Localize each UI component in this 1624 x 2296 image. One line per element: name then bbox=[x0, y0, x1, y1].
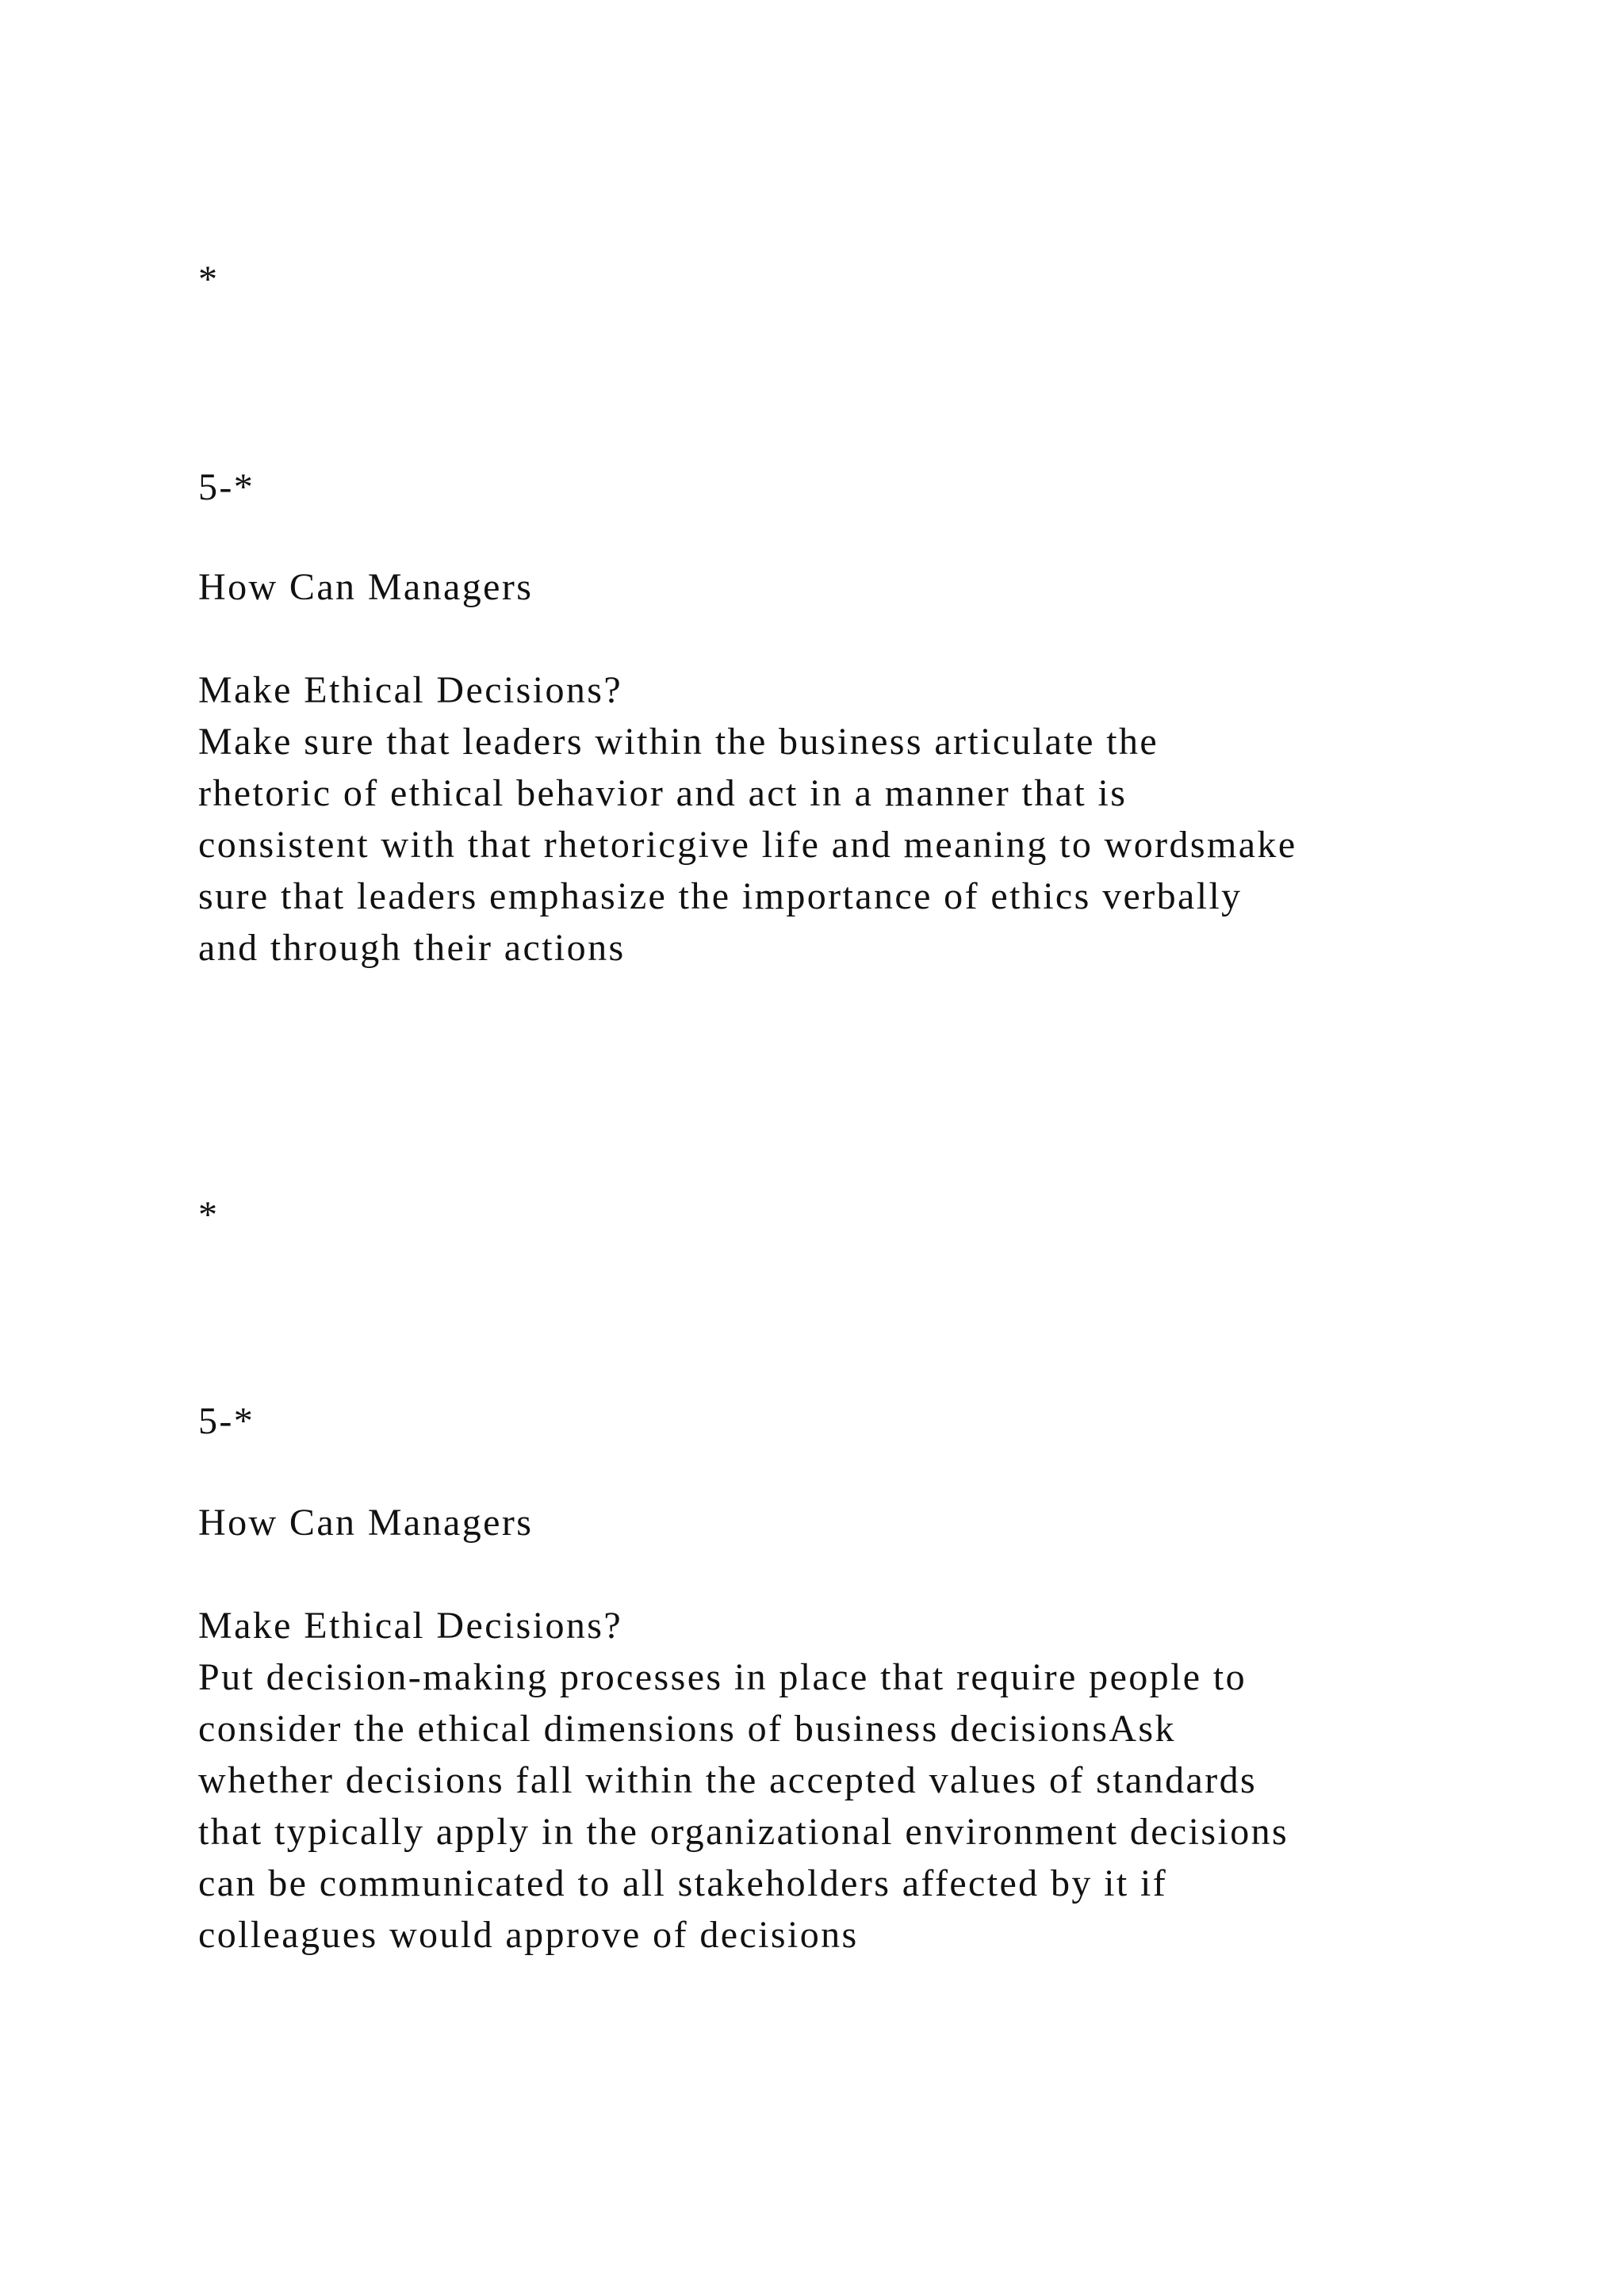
body-line: consider the ethical dimensions of business decisionsAsk bbox=[198, 1708, 1176, 1750]
body-line: Make sure that leaders within the business articulate the bbox=[198, 721, 1159, 763]
body-line: colleagues would approve of decisions bbox=[198, 1914, 859, 1956]
body-line: can be communicated to all stakeholders affected by it if bbox=[198, 1862, 1168, 1904]
body-line: that typically apply in the organizational environment decisions bbox=[198, 1811, 1289, 1853]
slide-heading-line-2: Make Ethical Decisions? bbox=[198, 1605, 623, 1647]
body-line: and through their actions bbox=[198, 927, 626, 969]
body-line: Put decision-making processes in place that require people to bbox=[198, 1656, 1247, 1698]
slide-heading-line-1: How Can Managers bbox=[198, 566, 534, 608]
body-line: rhetoric of ethical behavior and act in a manner that is bbox=[198, 772, 1128, 814]
slide-marker: * bbox=[198, 258, 220, 300]
body-line: sure that leaders emphasize the importance of ethics verbally bbox=[198, 875, 1243, 917]
slide-heading-line-1: How Can Managers bbox=[198, 1502, 534, 1544]
body-line: whether decisions fall within the accepted values of standards bbox=[198, 1759, 1258, 1801]
slide-heading-line-2: Make Ethical Decisions? bbox=[198, 669, 623, 711]
slide-marker: * bbox=[198, 1194, 220, 1236]
slide-number: 5-* bbox=[198, 1400, 255, 1442]
body-line: consistent with that rhetoricgive life and meaning to wordsmake bbox=[198, 824, 1297, 866]
slide-number: 5-* bbox=[198, 466, 255, 508]
